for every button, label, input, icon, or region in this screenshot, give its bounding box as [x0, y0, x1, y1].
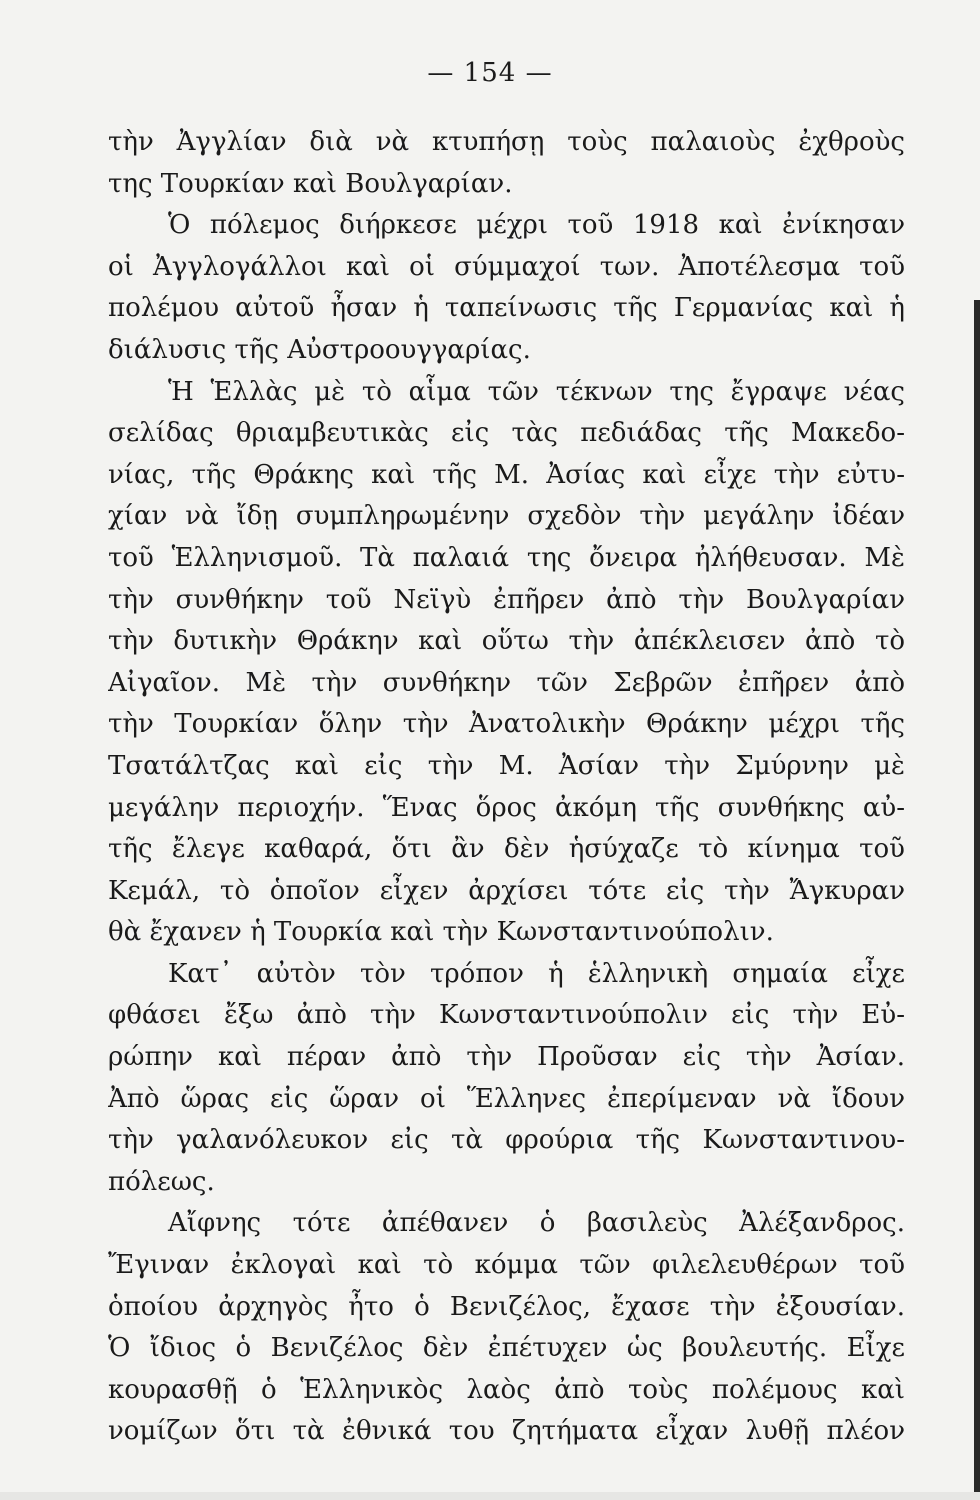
text-line: Ἡ Ἑλλὰς μὲ τὸ αἷμα τῶν τέκνων της ἔγραψε νέας — [168, 376, 905, 407]
text-line: κουρασθῇ ὁ Ἑλληνικὸς λαὸς ἀπὸ τοὺς πολέμους καὶ — [108, 1374, 905, 1405]
text-line: τὴν συνθήκην τοῦ Νεϊγὺ ἐπῆρεν ἀπὸ τὴν Βουλγαρίαν — [108, 584, 905, 615]
text-line: της Τουρκίαν καὶ Βουλγαρίαν. — [108, 168, 513, 199]
text-line: Ὁ ἴδιος ὁ Βενιζέλος δὲν ἐπέτυχεν ὡς βουλευτής. Εἶχε — [108, 1333, 905, 1364]
text-line: διάλυσις τῆς Αὐστροουγγαρίας. — [108, 334, 531, 365]
text-line: Αἴφνης τότε ἀπέθανεν ὁ βασιλεὺς Ἀλέξανδρος. — [168, 1208, 905, 1239]
text-line: τὴν γαλανόλευκον εἰς τὰ φρούρια τῆς Κωνσταντινου- — [108, 1125, 905, 1156]
text-line: ὁποίου ἀρχηγὸς ἦτο ὁ Βενιζέλος, ἔχασε τὴν ἐξουσίαν. — [108, 1291, 905, 1322]
text-line: σελίδας θριαμβευτικὰς εἰς τὰς πεδιάδας τῆς Μακεδο- — [108, 418, 905, 449]
text-line: πόλεως. — [108, 1166, 215, 1197]
text-line: πολέμου αὐτοῦ ἦσαν ἡ ταπείνωσις τῆς Γερμανίας καὶ ἡ — [108, 293, 905, 324]
text-line: τοῦ Ἑλληνισμοῦ. Τὰ παλαιά της ὄνειρα ἠλήθευσαν. Μὲ — [108, 542, 905, 573]
text-line: Κεμάλ, τὸ ὁποῖον εἶχεν ἀρχίσει τότε εἰς τὴν Ἄγκυραν — [108, 875, 905, 906]
text-line: τῆς ἔλεγε καθαρά, ὅτι ἂν δὲν ἡσύχαζε τὸ κίνημα τοῦ — [108, 834, 905, 865]
text-line: φθάσει ἔξω ἀπὸ τὴν Κωνσταντινούπολιν εἰς τὴν Εὐ- — [108, 1000, 905, 1031]
text-line: Τσατάλτζας καὶ εἰς τὴν Μ. Ἀσίαν τὴν Σμύρνην μὲ — [108, 750, 905, 781]
text-line: νίας, τῆς Θράκης καὶ τῆς Μ. Ἀσίας καὶ εἶχε τὴν εὐτυ- — [108, 459, 905, 490]
text-line: Ὁ πόλεμος διήρκεσε μέχρι τοῦ 1918 καὶ ἐνίκησαν — [168, 210, 905, 241]
text-line: οἱ Ἀγγλογάλλοι καὶ οἱ σύμμαχοί των. Ἀποτέλεσμα τοῦ — [108, 251, 905, 282]
text-line: Ἔγιναν ἐκλογαὶ καὶ τὸ κόμμα τῶν φιλελευθέρων τοῦ — [108, 1250, 905, 1281]
text-line: θὰ ἔχανεν ἡ Τουρκία καὶ τὴν Κωνσταντινούπολιν. — [108, 917, 774, 948]
text-line: Ἀπὸ ὥρας εἰς ὥραν οἱ Ἕλληνες ἐπερίμεναν νὰ ἴδουν — [108, 1083, 905, 1114]
text-line: τὴν Ἀγγλίαν διὰ νὰ κτυπήσῃ τοὺς παλαιοὺς ἐχθροὺς — [108, 127, 905, 157]
text-line: μεγάλην περιοχήν. Ἕνας ὅρος ἀκόμη τῆς συνθήκης αὐ- — [108, 792, 905, 823]
text-line: ρώπην καὶ πέραν ἀπὸ τὴν Προῦσαν εἰς τὴν Ἀσίαν. — [108, 1042, 905, 1073]
text-line: τὴν Τουρκίαν ὅλην τὴν Ἀνατολικὴν Θράκην μέχρι τῆς — [108, 709, 905, 740]
binding-edge-shadow — [974, 300, 980, 1500]
page-number: — 154 — — [427, 58, 553, 88]
text-line: χίαν νὰ ἴδῃ συμπληρωμένην σχεδὸν τὴν μεγάλην ἰδέαν — [108, 501, 905, 532]
text-line: νομίζων ὅτι τὰ ἐθνικά του ζητήματα εἶχαν λυθῇ πλέον — [108, 1416, 905, 1447]
text-line: Αἰγαῖον. Μὲ τὴν συνθήκην τῶν Σεβρῶν ἐπῆρεν ἀπὸ — [108, 667, 905, 698]
body-text — [108, 122, 905, 1453]
text-line: Κατ᾽ αὐτὸν τὸν τρόπον ἡ ἑλληνικὴ σημαία εἶχε — [168, 958, 905, 989]
page-bottom-edge — [0, 1492, 980, 1500]
text-line: τὴν δυτικὴν Θράκην καὶ οὕτω τὴν ἀπέκλεισεν ἀπὸ τὸ — [108, 626, 905, 657]
